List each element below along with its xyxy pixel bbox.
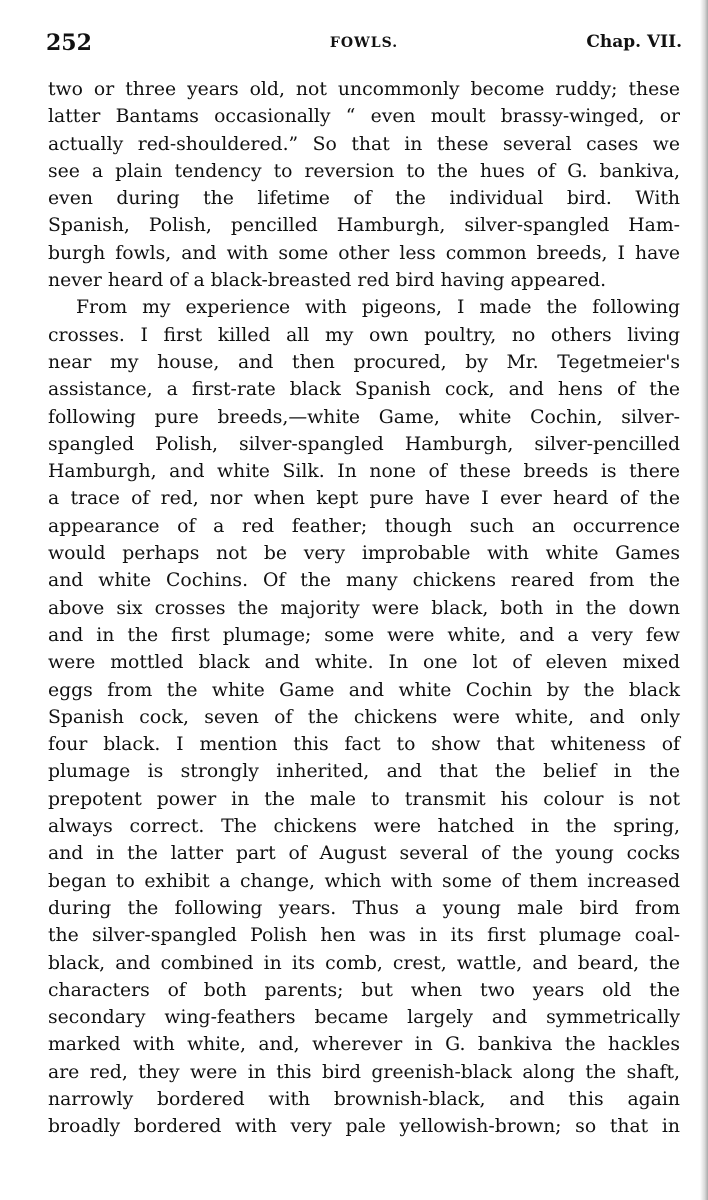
text-line: during the following years. Thus a young male bird from <box>48 897 680 919</box>
text-line: and white Cochins. Of the many chickens reared from the <box>48 570 680 592</box>
text-line: From my experience with pigeons, I made the following <box>76 297 680 319</box>
body-text <box>48 76 680 1141</box>
text-line: always correct. The chickens were hatched in the spring, <box>48 816 680 838</box>
text-line: and in the first plumage; some were white, and a very few <box>48 624 680 646</box>
text-line: narrowly bordered with brownish-black, and this again <box>48 1088 680 1110</box>
text-line: burgh fowls, and with some other less common breeds, I have <box>48 242 680 264</box>
text-line: Hamburgh, and white Silk. In none of these breeds is there <box>48 461 680 483</box>
page-edge-shadow <box>700 0 708 1200</box>
text-line: a trace of red, nor when kept pure have I ever heard of the <box>48 488 680 510</box>
page-header <box>46 30 682 60</box>
text-line: two or three years old, not uncommonly become ruddy; these <box>48 79 680 100</box>
paragraph-2 <box>48 294 680 1140</box>
text-line: assistance, a first-rate black Spanish cock, and hens of the <box>48 379 680 401</box>
text-line: and in the latter part of August several of the young cocks <box>48 843 680 865</box>
text-line: near my house, and then procured, by Mr. Tegetmeier's <box>48 351 680 373</box>
text-line: never heard of a black-breasted red bird having appeared. <box>48 270 607 292</box>
text-line: above six crosses the majority were black, both in the down <box>48 597 680 619</box>
chapter-reference: Chap. VII. <box>586 32 682 52</box>
text-line: four black. I mention this fact to show that whiteness of <box>48 734 680 756</box>
text-line: characters of both parents; but when two years old the <box>48 979 680 1001</box>
text-line: see a plain tendency to reversion to the hues of G. bankiva, <box>48 160 680 182</box>
text-line: appearance of a red feather; though such an occurrence <box>48 515 680 537</box>
text-line: even during the lifetime of the individual bird. With <box>48 188 680 210</box>
text-line: the silver-spangled Polish hen was in its first plumage coal- <box>48 925 680 947</box>
text-line: latter Bantams occasionally “ even moult brassy-winged, or <box>48 106 680 128</box>
text-line: crosses. I first killed all my own poultry, no others living <box>48 324 680 346</box>
text-line: eggs from the white Game and white Cochin by the black <box>48 679 680 701</box>
text-line: spangled Polish, silver-spangled Hamburgh, silver-pencilled <box>48 433 680 455</box>
paragraph-1 <box>48 76 680 294</box>
text-line: following pure breeds,—white Game, white Cochin, silver- <box>48 406 680 428</box>
text-line: plumage is strongly inherited, and that the belief in the <box>48 761 680 783</box>
text-line: would perhaps not be very improbable with white Games <box>48 543 680 565</box>
text-line: secondary wing-feathers became largely and symmetrically <box>48 1007 680 1029</box>
text-line: Spanish, Polish, pencilled Hamburgh, silver-spangled Ham- <box>48 215 680 237</box>
text-line: black, and combined in its comb, crest, wattle, and beard, the <box>48 952 680 974</box>
text-line: broadly bordered with very pale yellowish-brown; so that in <box>48 1116 680 1138</box>
text-line: actually red-shouldered.” So that in these several cases we <box>48 133 680 155</box>
text-line: began to exhibit a change, which with some of them increased <box>48 870 680 892</box>
page-number: 252 <box>46 30 92 56</box>
text-line: were mottled black and white. In one lot of eleven mixed <box>48 652 680 674</box>
text-line: prepotent power in the male to transmit his colour is not <box>48 788 680 810</box>
text-line: marked with white, and, wherever in G. bankiva the hackles <box>48 1034 680 1056</box>
running-title: FOWLS. <box>329 35 399 51</box>
text-line: Spanish cock, seven of the chickens were white, and only <box>48 706 680 728</box>
text-line: are red, they were in this bird greenish-black along the shaft, <box>48 1061 680 1083</box>
